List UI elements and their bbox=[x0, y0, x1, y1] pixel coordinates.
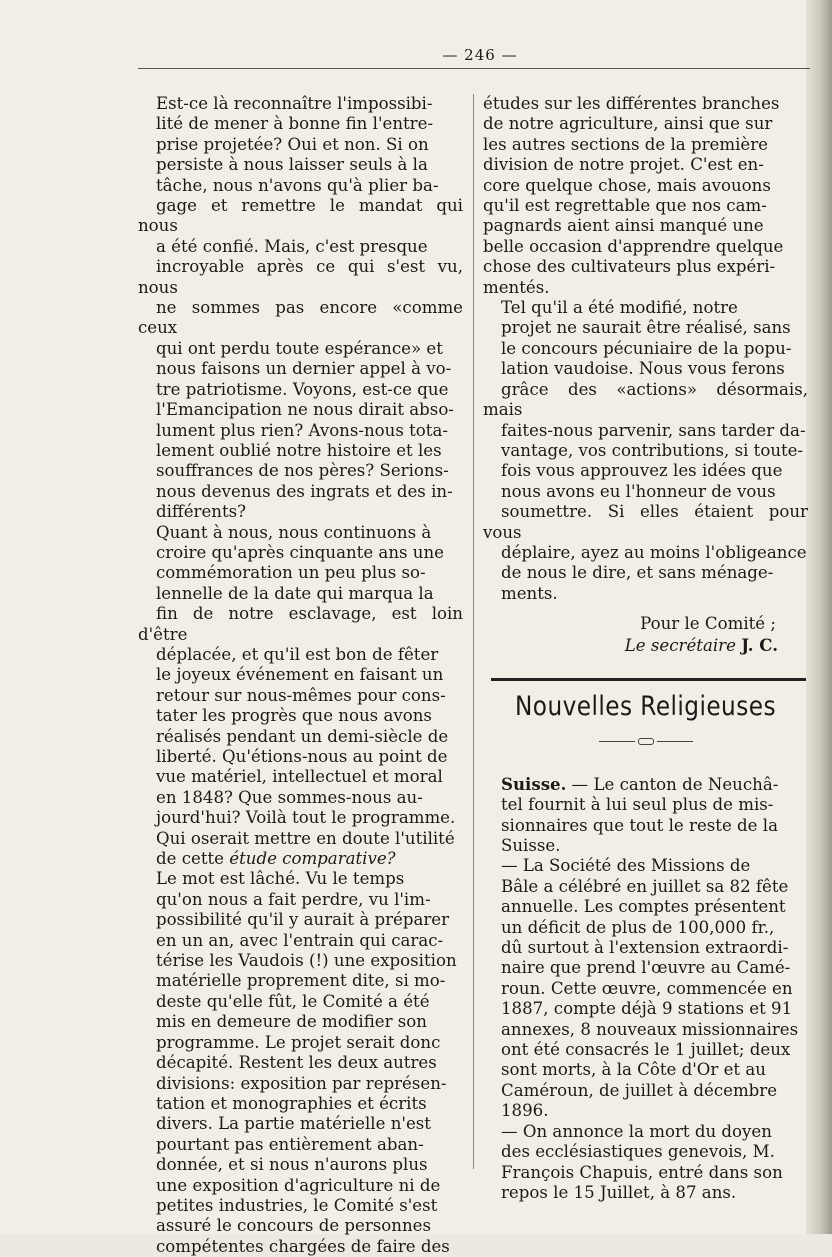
text-line: déplaire, ayez au moins l'obligeance bbox=[501, 542, 807, 562]
text-line: de nous le dire, et sans ménage- bbox=[501, 563, 774, 583]
text-line: retour sur nous-mêmes pour cons- bbox=[156, 685, 446, 705]
text-line: vue matériel, intellectuel et moral bbox=[156, 767, 443, 787]
text-line: projet ne saurait être réalisé, sans bbox=[501, 318, 791, 338]
header-rule bbox=[138, 68, 810, 69]
italic-phrase: étude comparative? bbox=[229, 849, 396, 869]
text-line: une exposition d'agriculture ni de bbox=[156, 1175, 441, 1195]
signoff-initials: J. C. bbox=[741, 634, 778, 655]
text-line: lité de mener à bonne fin l'entre- bbox=[156, 114, 434, 134]
text-line: lation vaudoise. Nous vous ferons bbox=[501, 359, 785, 379]
text-line: 1896. bbox=[501, 1101, 549, 1121]
text-line: jourd'hui? Voilà tout le programme. bbox=[156, 808, 456, 828]
text-line: Bâle a célébré en juillet sa 82 fête bbox=[501, 876, 789, 896]
signoff-title: Le secrétaire bbox=[624, 635, 736, 655]
signoff-signature bbox=[483, 635, 808, 656]
text-line: commémoration un peu plus so- bbox=[156, 563, 426, 583]
text-line: Caméroun, de juillet à décembre bbox=[501, 1080, 778, 1100]
ornament-dash-left bbox=[599, 741, 635, 742]
left-column bbox=[138, 94, 463, 1257]
text-line: lennelle de la date qui marqua la bbox=[156, 583, 434, 603]
section-rule bbox=[491, 678, 806, 681]
text-line: nous devenus des ingrats et des in- bbox=[156, 481, 453, 501]
signoff bbox=[483, 614, 808, 656]
text-line: tel fournit à lui seul plus de mis- bbox=[501, 795, 774, 815]
text-line: en un an, avec l'entrain qui carac- bbox=[156, 930, 444, 950]
text-line: petites industries, le Comité s'est bbox=[156, 1195, 438, 1215]
text-line: tâche, nous n'avons qu'à plier ba- bbox=[156, 175, 439, 195]
text-line: a été confié. Mais, c'est presque bbox=[156, 236, 428, 256]
text-line: fois vous approuvez les idées que bbox=[501, 461, 783, 481]
text-line: donnée, et si nous n'aurons plus bbox=[156, 1155, 428, 1175]
text-line: Le mot est lâché. Vu le temps bbox=[156, 869, 405, 889]
text-line: l'Emancipation ne nous dirait abso- bbox=[156, 400, 454, 420]
text-line: — On annonce la mort du doyen bbox=[501, 1121, 772, 1141]
text-line bbox=[138, 849, 463, 869]
text-line bbox=[483, 774, 808, 795]
text-line: ont été consacrés le 1 juillet; deux bbox=[501, 1040, 791, 1060]
paragraph-p2 bbox=[138, 523, 463, 870]
text-line: déplacée, et qu'il est bon de fêter bbox=[156, 644, 439, 664]
text-line: soumettre. Si elles étaient pour vous bbox=[483, 502, 808, 542]
text-line: tation et monographies et écrits bbox=[156, 1093, 427, 1113]
text-line: naire que prend l'œuvre au Camé- bbox=[501, 958, 791, 978]
text-line: nous faisons un dernier appel à vo- bbox=[156, 359, 452, 379]
text-line: incroyable après ce qui s'est vu, nous bbox=[138, 257, 463, 297]
news-item-n3 bbox=[483, 1122, 808, 1204]
paragraph-p3 bbox=[138, 869, 463, 1257]
text-line: faites-nous parvenir, sans tarder da- bbox=[501, 420, 806, 440]
text-line: Quant à nous, nous continuons à bbox=[156, 522, 432, 542]
column-divider bbox=[473, 94, 474, 1169]
text-line: dû surtout à l'extension extraordi- bbox=[501, 938, 789, 958]
text-line: matérielle proprement dite, si mo- bbox=[156, 971, 446, 991]
text-line: 1887, compte déjà 9 stations et 91 bbox=[501, 999, 793, 1019]
text-line: chose des cultivateurs plus expéri- bbox=[483, 257, 776, 277]
paragraph-r2 bbox=[483, 298, 808, 604]
text-line: division de notre projet. C'est en- bbox=[483, 155, 764, 175]
text-line: ments. bbox=[501, 583, 558, 603]
text-line: core quelque chose, mais avouons bbox=[483, 175, 771, 195]
text-line: annuelle. Les comptes présentent bbox=[501, 897, 786, 917]
text-line: divisions: exposition par représen- bbox=[156, 1073, 447, 1093]
text-line: François Chapuis, entré dans son bbox=[501, 1162, 783, 1182]
text-line: vantage, vos contributions, si toute- bbox=[501, 440, 804, 460]
text-line: repos le 15 Juillet, à 87 ans. bbox=[501, 1182, 737, 1202]
text-line: qui ont perdu toute espérance» et bbox=[156, 338, 443, 358]
text-line: lement oublié notre histoire et les bbox=[156, 440, 442, 460]
text-line: en 1848? Que sommes-nous au- bbox=[156, 787, 423, 807]
text-line: tater les progrès que nous avons bbox=[156, 706, 432, 726]
text-line: un déficit de plus de 100,000 fr., bbox=[501, 917, 775, 937]
text-line: souffrances de nos pères? Serions- bbox=[156, 461, 449, 481]
text-line: Tel qu'il a été modifié, notre bbox=[501, 298, 738, 318]
text-line: ne sommes pas encore «comme ceux bbox=[138, 298, 463, 338]
text-line: annexes, 8 nouveaux missionnaires bbox=[501, 1019, 799, 1039]
text-fragment: de cette bbox=[156, 849, 230, 869]
text-line: assuré le concours de personnes bbox=[156, 1216, 432, 1236]
text-line: mentés. bbox=[483, 277, 550, 297]
text-line: compétentes chargées de faire des bbox=[156, 1236, 450, 1256]
text-line: des ecclésiastiques genevois, M. bbox=[501, 1142, 775, 1162]
ornament-center bbox=[638, 738, 654, 745]
text-line: pagnards aient ainsi manqué une bbox=[483, 216, 764, 236]
text-line: études sur les différentes branches bbox=[483, 94, 780, 113]
signoff-line: Pour le Comité ; bbox=[640, 614, 776, 634]
text-line: liberté. Qu'étions-nous au point de bbox=[156, 747, 448, 766]
text-line: nous avons eu l'honneur de vous bbox=[501, 481, 776, 501]
text-line: le joyeux événement en faisant un bbox=[156, 665, 444, 685]
news-item-n2 bbox=[483, 856, 808, 1121]
text-line: possibilité qu'il y aurait à préparer bbox=[156, 910, 450, 930]
ornament-dash-right bbox=[657, 741, 693, 742]
text-fragment: — Le canton de Neuchâ- bbox=[566, 774, 779, 794]
ornament-divider bbox=[483, 731, 808, 751]
text-line: les autres sections de la première bbox=[483, 134, 768, 154]
text-line: Qui oserait mettre en doute l'utilité bbox=[156, 828, 455, 848]
paragraph-r1 bbox=[483, 94, 808, 298]
text-line: gage et remettre le mandat qui nous bbox=[138, 196, 463, 236]
right-column bbox=[483, 94, 808, 1203]
text-line: térise les Vaudois (!) une exposition bbox=[156, 951, 457, 971]
text-line: mis en demeure de modifier son bbox=[156, 1012, 427, 1032]
page-edge-shadow bbox=[806, 0, 832, 1234]
text-line: lument plus rien? Avons-nous tota- bbox=[156, 420, 448, 440]
text-line: prise projetée? Oui et non. Si on bbox=[156, 134, 429, 154]
text-line: le concours pécuniaire de la popu- bbox=[501, 338, 792, 358]
text-line: pourtant pas entièrement aban- bbox=[156, 1134, 424, 1154]
paragraph-p1 bbox=[138, 94, 463, 523]
text-line: divers. La partie matérielle n'est bbox=[156, 1114, 431, 1134]
text-line: tre patriotisme. Voyons, est-ce que bbox=[156, 379, 449, 399]
text-line: de notre agriculture, ainsi que sur bbox=[483, 114, 773, 134]
text-line: programme. Le projet serait donc bbox=[156, 1032, 441, 1052]
text-line: sont morts, à la Côte d'Or et au bbox=[501, 1060, 766, 1080]
text-line: Suisse. bbox=[501, 836, 561, 855]
text-line: Est-ce là reconnaître l'impossibi- bbox=[156, 94, 433, 113]
section-title: Nouvelles Religieuses bbox=[515, 690, 776, 722]
page-number: — 246 — bbox=[442, 46, 518, 64]
text-line: sionnaires que tout le reste de la bbox=[501, 815, 778, 835]
text-line: grâce des «actions» désormais, mais bbox=[483, 379, 808, 420]
text-line: deste qu'elle fût, le Comité a été bbox=[156, 991, 430, 1011]
text-line: fin de notre esclavage, est loin d'être bbox=[138, 604, 463, 644]
text-line: roun. Cette œuvre, commencée en bbox=[501, 978, 793, 998]
text-line: qu'on nous a fait perdre, vu l'im- bbox=[156, 889, 431, 909]
news-lead: Suisse. bbox=[501, 773, 567, 794]
text-line: réalisés pendant un demi-siècle de bbox=[156, 726, 449, 746]
text-line: — La Société des Missions de bbox=[501, 856, 751, 876]
news-item-n1 bbox=[483, 774, 808, 857]
text-line: persiste à nous laisser seuls à la bbox=[156, 155, 428, 175]
text-line: belle occasion d'apprendre quelque bbox=[483, 236, 784, 256]
text-line: différents? bbox=[156, 502, 247, 522]
text-line: décapité. Restent les deux autres bbox=[156, 1053, 437, 1073]
text-line: qu'il est regrettable que nos cam- bbox=[483, 196, 767, 216]
text-line: croire qu'après cinquante ans une bbox=[156, 542, 444, 562]
